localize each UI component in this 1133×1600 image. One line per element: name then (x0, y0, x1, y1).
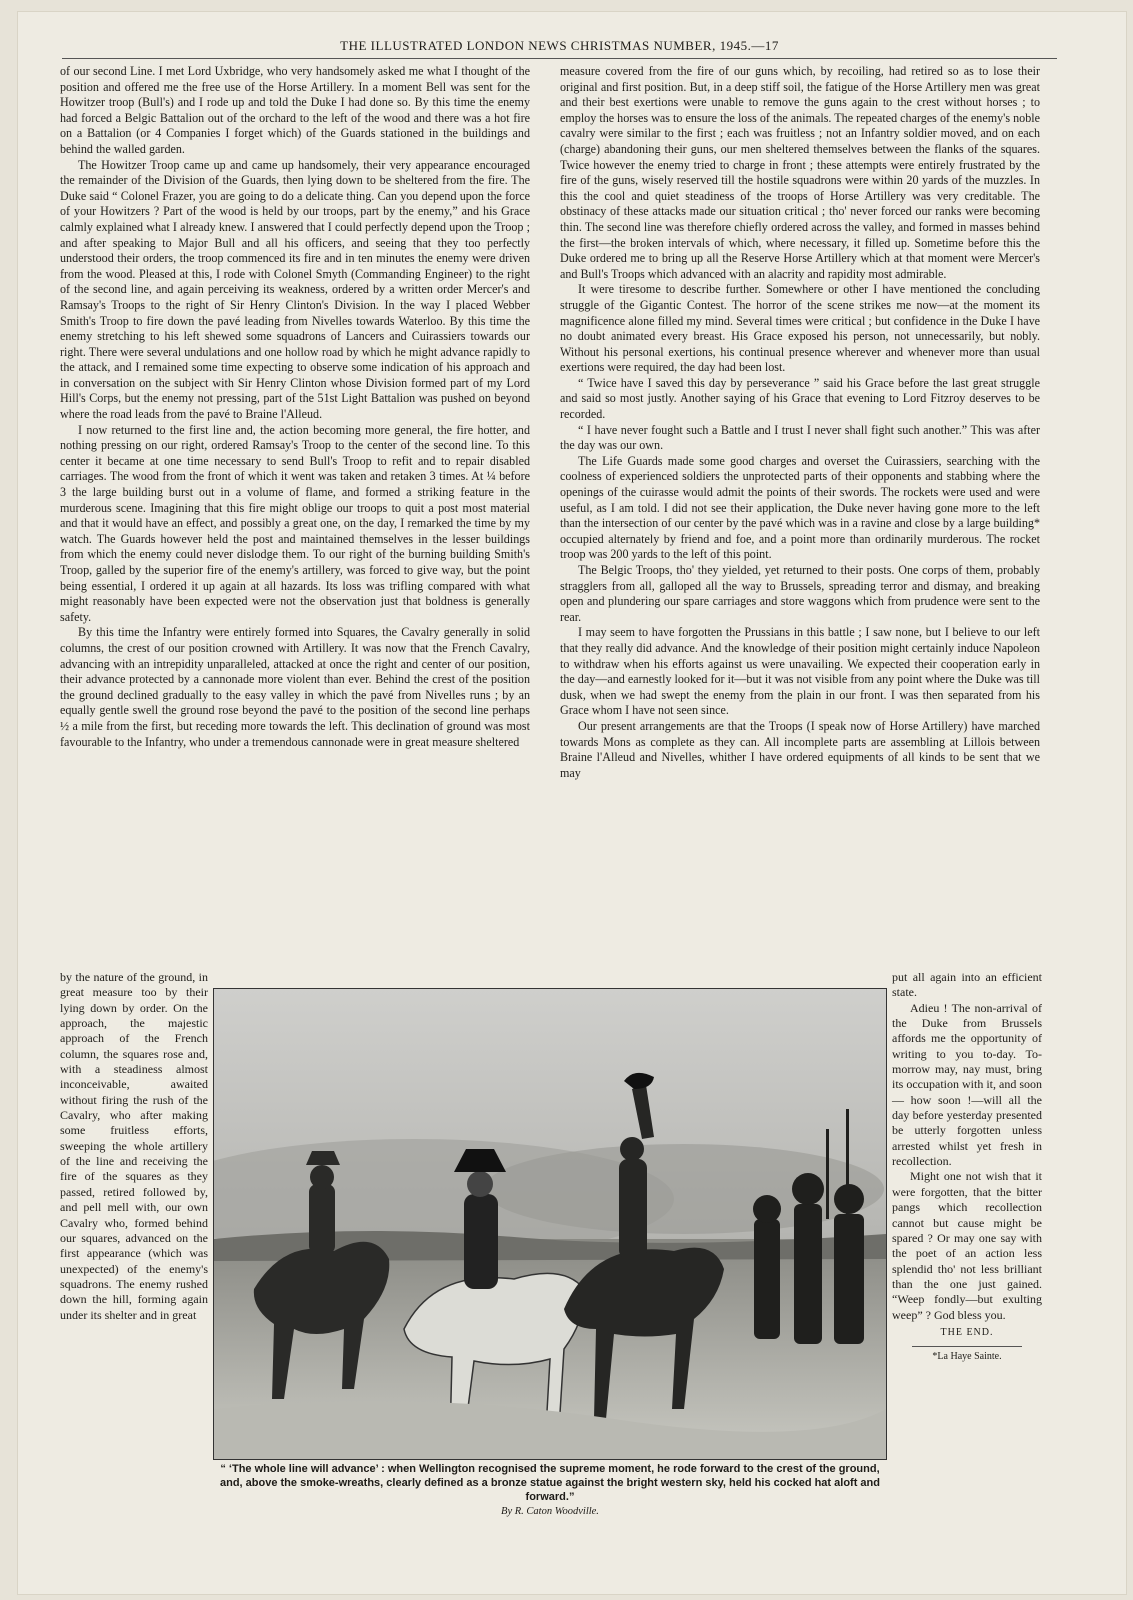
paragraph: It were tiresome to describe further. Somewhere or other I have mentioned the concluding struggle of the Gigantic Contest. The horror of the scene strikes me now—at the moment its magnificence alone filled my mind. Several times were critical ; but confidence in the Duke I have no doubt animated every breast. His Grace exposed his person, not unnecessarily, but nobly. Without his personal exertions, his continual presence wherever and whenever more than usual exertions were required, the day had been lost. (560, 282, 1040, 375)
paragraph: “ Twice have I saved this day by perseverance ” said his Grace before the last great struggle and said so most justly. Another saying of his Grace that evening to Lord Fitzroy deserves to be recorded. (560, 375, 1040, 422)
page-header: THE ILLUSTRATED LONDON NEWS CHRISTMAS NUMBER, 1945.—17 (340, 38, 779, 53)
footnote: *La Haye Sainte. (912, 1346, 1022, 1364)
paragraph: By this time the Infantry were entirely formed into Squares, the Cavalry generally in solid columns, the crest of our position crowned with Artillery. It was now that the French Cavalry, advancing with an intrepidity unparalleled, attacked at once the right and center of our position, their advance protected by a cannonade more violent than ever. Behind the crest of the position the ground declined gradually to the easy valley in which the pavé from Nivelles runs ; by an equally gentle swell the ground rose beyond the pavé to the position of the second line perhaps ½ a mile from the first, but receding more towards the left. This declination of ground was most favourable to the Infantry, who under a tremendous cannonade were in great measure sheltered (60, 625, 530, 749)
paragraph: of our second Line. I met Lord Uxbridge, who very handsomely asked me what I thought of the position and offered me the free use of the Horse Artillery. In a moment Bell was sent for the Howitzer troop (Bull's) and I rode up and told the Duke I had done so. By this time the enemy had forced a Belgic Battalion out of the orchard to the left of the wood and there was a hot fire on a Battalion (or 4 Companies I forget which) of the Guards stationed in the buildings and behind the walled garden. (60, 64, 530, 156)
illustration-caption: “ ‘The whole line will advance’ : when Wellington recognised the supreme moment, he rode forward to the crest of the ground, and, above the smoke-wreaths, clearly defined as a bronze statue against the bright western sky, held his cocked hat aloft and forward.” (220, 1463, 880, 1503)
paragraph: The Belgic Troops, tho' they yielded, yet returned to their posts. One corps of them, probably stragglers from all, galloped all the way to Brussels, spreading terror and dismay, and breaking open and plundering our spare carriages and store waggons which from prudence were sent to the rear. (560, 563, 1040, 624)
narrow-left-column (60, 970, 208, 1323)
paragraph: I now returned to the first line and, the action becoming more general, the fire hotter, and nothing pressing on our right, ordered Ramsay's Troop to the center of the second line. To this center it became at one time necessary to send Bull's Troop to refit and to repair disabled carriages. The wood from the front of which it went was taken and retaken 3 times. At ¼ before 3 the large building burst out in a volume of flame, and formed a striking feature in the murderous scene. Imagining that this fire might oblige our troops to quit a post most material and that it would have an effect, and possibly a great one, on the day, I remarked the time by my watch. The Guards however held the post and maintained themselves in the lesser buildings from which the enemy could never dislodge them. To our right of the burning building Smith's Troop, galled by the superior fire of the enemy's artillery, was forced to give way, but the point being essential, I ordered it up again at all hazards. Its loss was trifling compared with what might reasonably have been expected were not the observation just that boldness is generally safety. (60, 422, 530, 624)
paragraph: I may seem to have forgotten the Prussians in this battle ; I saw none, but I believe to our left that they really did advance. And the knowledge of their position might certainly induce Napoleon to withdraw when his efforts against us were unavailing. We expected their cooperation early in the day—and earnestly looked for it—but it was not visible from any point where the Duke was till dusk, when we had swept the enemy from the plain in our front. I was then separated from his Grace whom I have not seen since. (560, 625, 1040, 718)
paragraph: The Howitzer Troop came up and came up handsomely, their very appearance encouraged the remainder of the Division of the Guards, then lying down to be sheltered from the fire. The Duke said “ Colonel Frazer, you are going to do a delicate thing. Can you depend upon the force of your Howitzers ? Part of the wood is held by our troops, part by the enemy,” and his Grace calmly explained what I already knew. I answered that I could perfectly depend upon the Troop ; and after speaking to Major Bull and all his officers, and seeing that they too perfectly understood their orders, the troop commenced its fire and in ten minutes the enemy were driven from the wood. Pleased at this, I rode with Colonel Smyth (Commanding Engineer) to the right of the second line, and again perceiving its weakness, ordered by a written order Mercer's and Ramsay's Troops to the right of Sir Henry Clinton's Division. In the way I placed Webber Smith's Troop to fire down the pavé leading from Nivelles towards Waterloo. By this time the enemy stretching to his left shewed some squadrons of Lancers and Cuirassiers towards our right. There were several undulations and one hollow road by which he might advance rapidly to the attack, and I remained some time expecting to observe some indication of his approach and in conversation on the subject with Sir Henry Clinton whose Division formed part of my Lord Hill's Corps, but the enemy not pressing, part of the 51st Light Battalion was pushed on beyond where the road leads from the pavé to Braine l'Alleud. (60, 157, 530, 422)
illustration-credit: By R. Caton Woodville. (501, 1506, 599, 1517)
paragraph: The Life Guards made some good charges and overset the Cuirassiers, searching with the coolness of experienced soldiers the unprotected parts of their opponents and stabbing where the openings of the cuirasse would admit the points of their swords. The rockets were used and were useful, as I am told. I did not see their application, the Duke never having gone more to the left than the intersection of our center by the pavé which was in a ravine and close by a large building* occupied alternately by friend and foe, and a point more than ordinarily murderous. The rocket troop was 200 yards to the left of this point. (560, 453, 1040, 562)
paragraph: “ I have never fought such a Battle and I trust I never shall fight such another.” This was after the day was our own. (560, 422, 1040, 453)
narrow-right-column (892, 970, 1042, 1365)
header-rule (62, 58, 1057, 59)
right-column (560, 64, 1040, 781)
paragraph: Our present arrangements are that the Troops (I speak now of Horse Artillery) have marched towards Mons as complete as they can. All incomplete parts are assembling at Lillois between Braine l'Alleud and Nivelles, whither I have ordered equipments of all kinds to be sent that we may (560, 718, 1040, 780)
battle-illustration (213, 988, 887, 1460)
paragraph: put all again into an efficient state. (892, 970, 1042, 1000)
paragraph: measure covered from the fire of our guns which, by recoiling, had retired so as to lose their original and first position. But, in a deep stiff soil, the fatigue of the Horse Artillery men was great and their best exertions were unable to remove the guns again to the crest without horses ; to employ the horses was to ensure the loss of the animals. The repeated charges of the enemy's noble cavalry were similar to the first ; each was fruitless ; not an Infantry soldier moved, and on each (charge) abandoning their guns, our men sheltered themselves between the flanks of the squares. Twice however the enemy tried to charge in front ; these attempts were entirely frustrated by the fire of the guns, wisely reserved till the hostile squadrons were within 20 yards of the muzzles. In this the cool and quiet steadiness of the troops of Horse Artillery was very creditable. The obstinacy of these attacks made our situation critical ; tho' never forced our ranks were becoming thin. The second line was therefore chiefly ordered across the valley, and formed in masses behind the first—the broken intervals of which, where necessary, it filled up. Sometime before this the Duke ordered me to bring up all the Reserve Horse Artillery which at that moment were Mercer's and Bull's Troops which advanced with an alacrity and rapidity most admirable. (560, 64, 1040, 281)
left-column (60, 64, 530, 750)
the-end: THE END. (940, 1326, 994, 1338)
paragraph: Adieu ! The non-arrival of the Duke from Brussels affords me the opportunity of writing to you to-day. To-morrow may, nay must, bring its occupation with it, and soon — how soon !—will all the day before yesterday presented be utterly forgotten unless arrested whilst yet fresh in recollection. (892, 1000, 1042, 1169)
paragraph: Might one not wish that it were forgotten, that the bitter pangs which recollection cannot but cause might be spared ? Or may one say with the poet of an action less splendid tho' not less brilliant than the one just gained. “Weep fondly—but exulting weep” ? God bless you. (892, 1169, 1042, 1322)
paragraph: by the nature of the ground, in great measure too by their lying down by order. On the approach, the majestic approach of the French column, the squares rose and, with a steadiness almost inconceivable, awaited without firing the rush of the Cavalry, who after making some fruitless efforts, sweeping the whole artillery of the line and receiving the fire of the squares as they passed, retired followed by, and pell mell with, our own Cavalry who, formed behind our squares, advanced on the first appearance (which was unexpected) of the enemy's squadrons. The enemy rushed down the hill, forming again under its shelter and in great (60, 970, 208, 1322)
illustration-svg (214, 989, 886, 1459)
